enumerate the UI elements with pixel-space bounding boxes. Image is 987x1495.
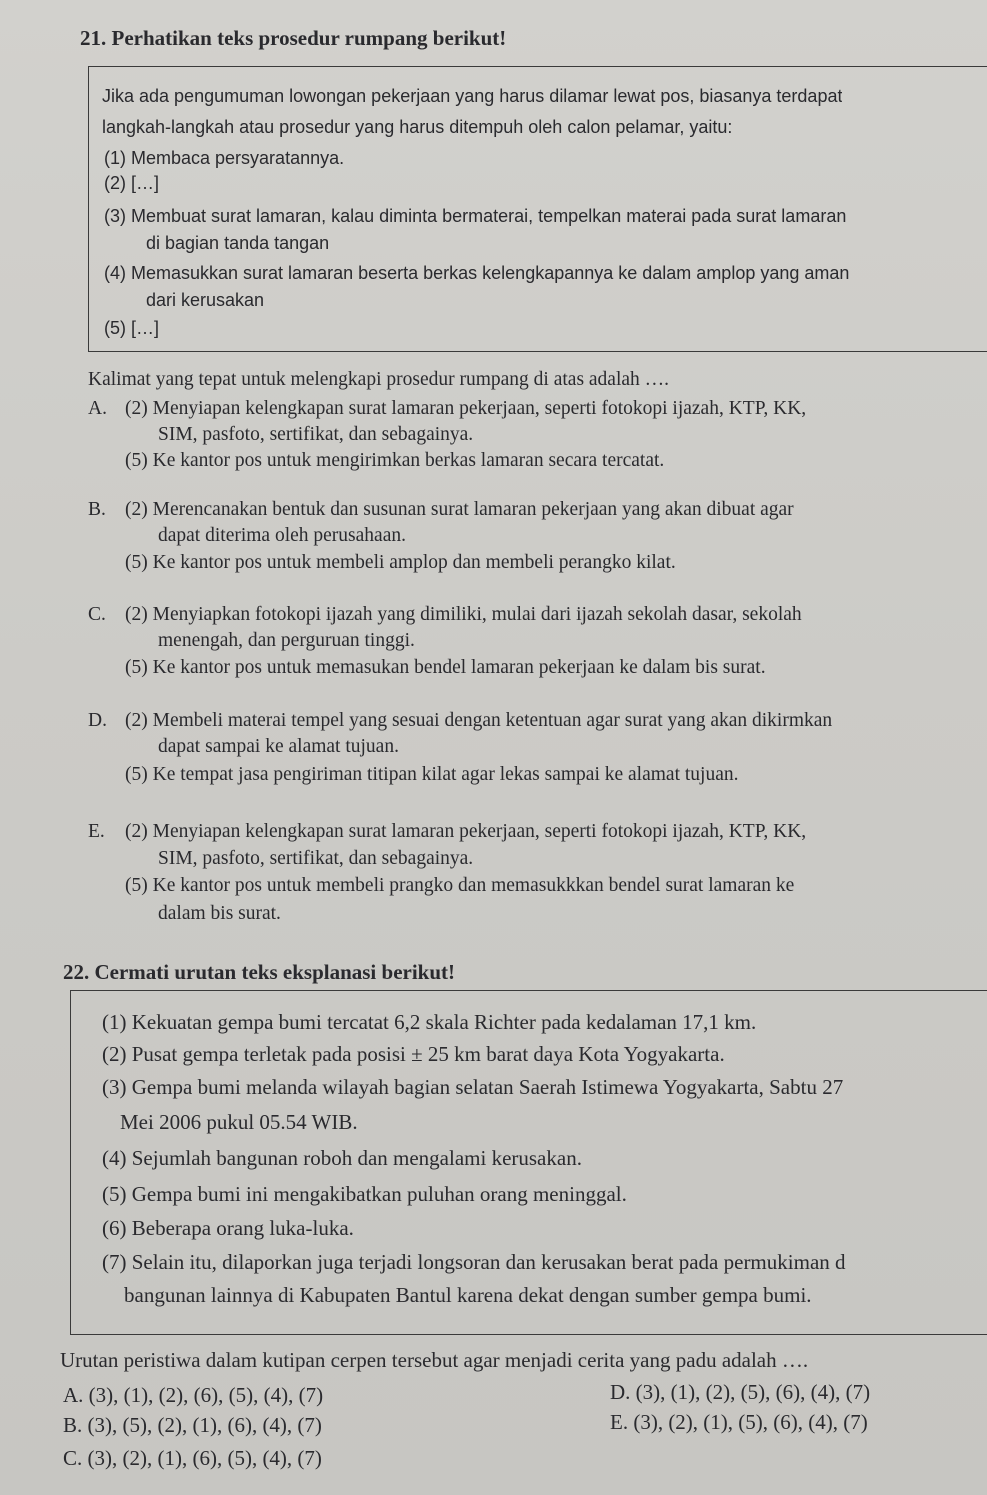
q21-box-line: langkah-langkah atau prosedur yang harus ditempuh oleh calon pelamar, yaitu:: [102, 117, 733, 137]
q22-box-line: (2) Pusat gempa terletak pada posisi ± 25 km barat daya Kota Yogyakarta.: [102, 1042, 725, 1066]
q21-option-e-line: dalam bis surat.: [158, 903, 281, 924]
q21-option-c-line: menengah, dan perguruan tinggi.: [158, 630, 415, 651]
q22-option-a[interactable]: A. (3), (1), (2), (6), (5), (4), (7): [63, 1383, 324, 1407]
q21-box-line: (2) […]: [104, 173, 160, 193]
q22-heading: 22. Cermati urutan teks eksplanasi berikut!: [63, 960, 456, 984]
q21-option-a-line: SIM, pasfoto, sertifikat, dan sebagainya.: [158, 424, 474, 445]
q21-option-b-line: (2) Merencanakan bentuk dan susunan surat lamaran pekerjaan yang akan dibuat agar: [125, 499, 794, 520]
q21-option-c-line: (2) Menyiapkan fotokopi ijazah yang dimiliki, mulai dari ijazah sekolah dasar, sekolah: [125, 604, 802, 625]
q22-option-c[interactable]: C. (3), (2), (1), (6), (5), (4), (7): [63, 1446, 322, 1470]
q22-box-line: (4) Sejumlah bangunan roboh dan mengalami kerusakan.: [102, 1146, 582, 1170]
q21-option-a-line: (2) Menyiapan kelengkapan surat lamaran pekerjaan, seperti fotokopi ijazah, KTP, KK,: [125, 398, 807, 419]
q21-option-e-letter[interactable]: E.: [88, 821, 105, 842]
q22-box-line: Mei 2006 pukul 05.54 WIB.: [120, 1110, 358, 1134]
q21-box-line: dari kerusakan: [146, 290, 265, 310]
q22-box-line: (5) Gempa bumi ini mengakibatkan puluhan orang meninggal.: [102, 1182, 627, 1206]
q21-box-line: (3) Membuat surat lamaran, kalau diminta bermaterai, tempelkan materai pada surat lamaran: [104, 206, 847, 226]
q22-question: Urutan peristiwa dalam kutipan cerpen tersebut agar menjadi cerita yang padu adalah ….: [60, 1348, 809, 1372]
q21-option-a-letter[interactable]: A.: [88, 398, 107, 419]
q21-option-c-letter[interactable]: C.: [88, 604, 106, 625]
q21-box-line: (4) Memasukkan surat lamaran beserta berkas kelengkapannya ke dalam amplop yang aman: [104, 263, 850, 283]
q21-option-d-line: (2) Membeli materai tempel yang sesuai dengan ketentuan agar surat yang akan dikirmkan: [125, 710, 833, 731]
q22-option-e[interactable]: E. (3), (2), (1), (5), (6), (4), (7): [610, 1410, 868, 1434]
q22-box-line: bangunan lainnya di Kabupaten Bantul karena dekat dengan sumber gempa bumi.: [124, 1283, 812, 1307]
q21-option-b-line: dapat diterima oleh perusahaan.: [158, 525, 406, 546]
q22-option-b[interactable]: B. (3), (5), (2), (1), (6), (4), (7): [63, 1413, 322, 1437]
q21-box-line: (1) Membaca persyaratannya.: [104, 148, 345, 168]
q21-box-line: Jika ada pengumuman lowongan pekerjaan yang harus dilamar lewat pos, biasanya terdapat: [102, 86, 843, 106]
q21-option-e-line: SIM, pasfoto, sertifikat, dan sebagainya.: [158, 848, 474, 869]
q21-option-e-line: (2) Menyiapan kelengkapan surat lamaran pekerjaan, seperti fotokopi ijazah, KTP, KK,: [125, 821, 807, 842]
q21-option-c-line: (5) Ke kantor pos untuk memasukan bendel lamaran pekerjaan ke dalam bis surat.: [125, 657, 766, 678]
q21-question: Kalimat yang tepat untuk melengkapi prosedur rumpang di atas adalah ….: [88, 369, 670, 390]
q21-option-a-line: (5) Ke kantor pos untuk mengirimkan berkas lamaran secara tercatat.: [125, 450, 665, 471]
q22-box-line: (1) Kekuatan gempa bumi tercatat 6,2 skala Richter pada kedalaman 17,1 km.: [102, 1010, 757, 1034]
q22-option-d[interactable]: D. (3), (1), (2), (5), (6), (4), (7): [610, 1380, 871, 1404]
q21-option-d-line: dapat sampai ke alamat tujuan.: [158, 736, 399, 757]
q21-box-line: di bagian tanda tangan: [146, 233, 330, 253]
q21-option-d-line: (5) Ke tempat jasa pengiriman titipan kilat agar lekas sampai ke alamat tujuan.: [125, 764, 739, 785]
q21-option-d-letter[interactable]: D.: [88, 710, 107, 731]
q21-box-line: (5) […]: [104, 318, 160, 338]
q22-box-line: (6) Beberapa orang luka-luka.: [102, 1216, 354, 1240]
q22-box-line: (3) Gempa bumi melanda wilayah bagian selatan Saerah Istimewa Yogyakarta, Sabtu 27: [102, 1075, 844, 1099]
q21-option-b-line: (5) Ke kantor pos untuk membeli amplop dan membeli perangko kilat.: [125, 552, 676, 573]
q21-option-b-letter[interactable]: B.: [88, 499, 106, 520]
q22-box-line: (7) Selain itu, dilaporkan juga terjadi longsoran dan kerusakan berat pada permukiman d: [102, 1250, 846, 1274]
q21-option-e-line: (5) Ke kantor pos untuk membeli prangko dan memasukkkan bendel surat lamaran ke: [125, 875, 795, 896]
q21-heading: 21. Perhatikan teks prosedur rumpang berikut!: [80, 26, 507, 50]
